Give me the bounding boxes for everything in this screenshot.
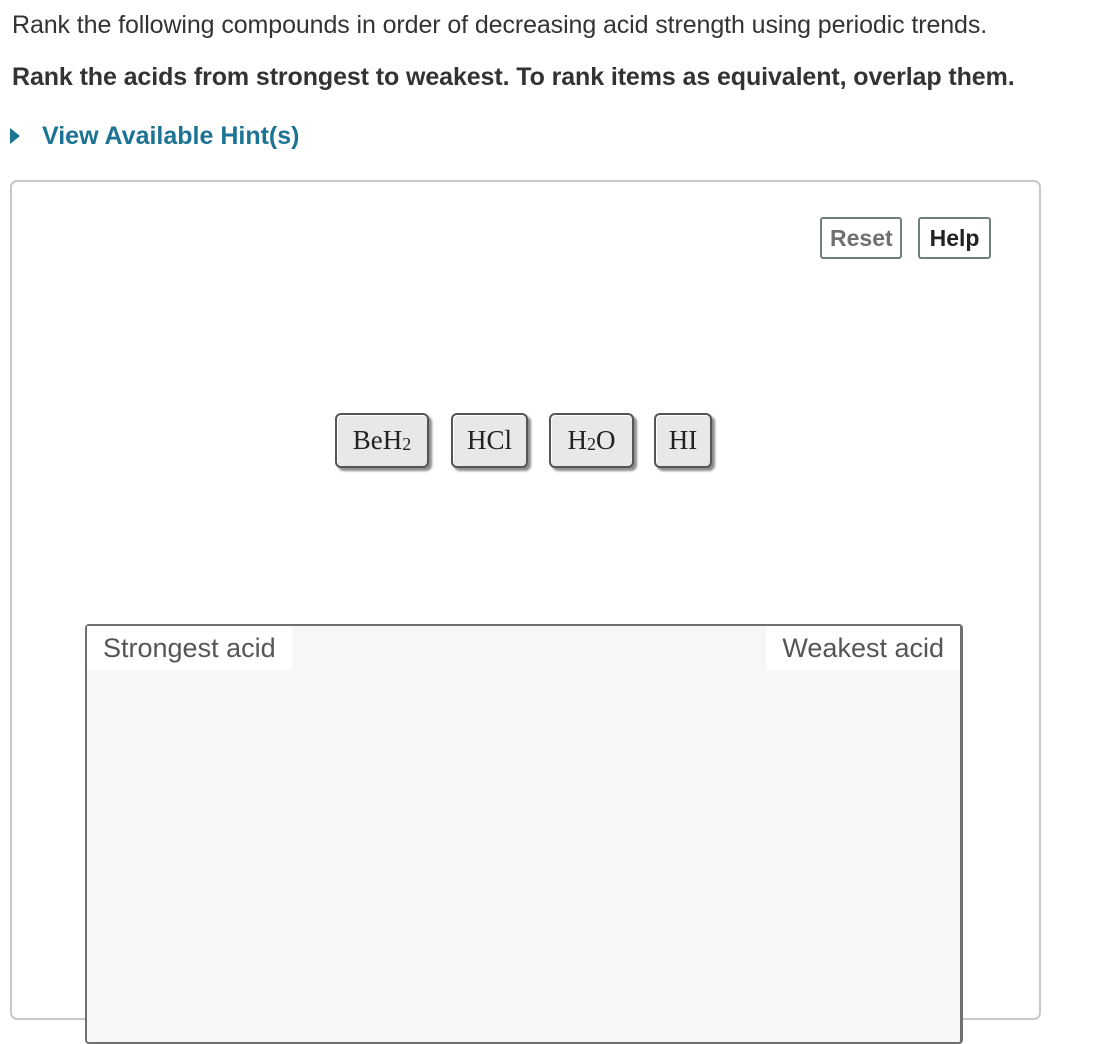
tile-h2o-formula: H [567, 425, 587, 455]
ranking-drop-zone[interactable] [85, 624, 963, 1044]
tile-hi[interactable] [654, 413, 712, 468]
reset-button[interactable]: Reset [820, 217, 902, 259]
answer-tiles [12, 413, 1039, 473]
view-hints-label: View Available Hint(s) [42, 122, 300, 150]
tile-h2o[interactable] [549, 413, 634, 468]
tile-h2o-tail: O [596, 425, 616, 455]
help-button[interactable]: Help [918, 217, 991, 259]
tile-hcl-formula: HCl [466, 425, 512, 455]
question-instruction: Rank the acids from strongest to weakest. To rank items as equivalent, overlap them. [12, 63, 1015, 91]
tile-h2o-subscript: 2 [587, 434, 596, 454]
ranking-panel [10, 180, 1041, 1020]
question-prompt: Rank the following compounds in order of decreasing acid strength using periodic trends. [12, 11, 988, 39]
caret-right-icon [10, 128, 20, 144]
strongest-acid-label: Strongest acid [87, 626, 292, 670]
tile-hcl[interactable] [451, 413, 528, 468]
weakest-acid-label: Weakest acid [766, 626, 960, 670]
view-hints-toggle[interactable] [10, 120, 299, 152]
tile-beh2-subscript: 2 [402, 434, 412, 454]
tile-hi-formula: HI [668, 425, 698, 455]
tile-beh2-formula: BeH [352, 425, 403, 455]
tile-beh2[interactable] [335, 413, 429, 468]
